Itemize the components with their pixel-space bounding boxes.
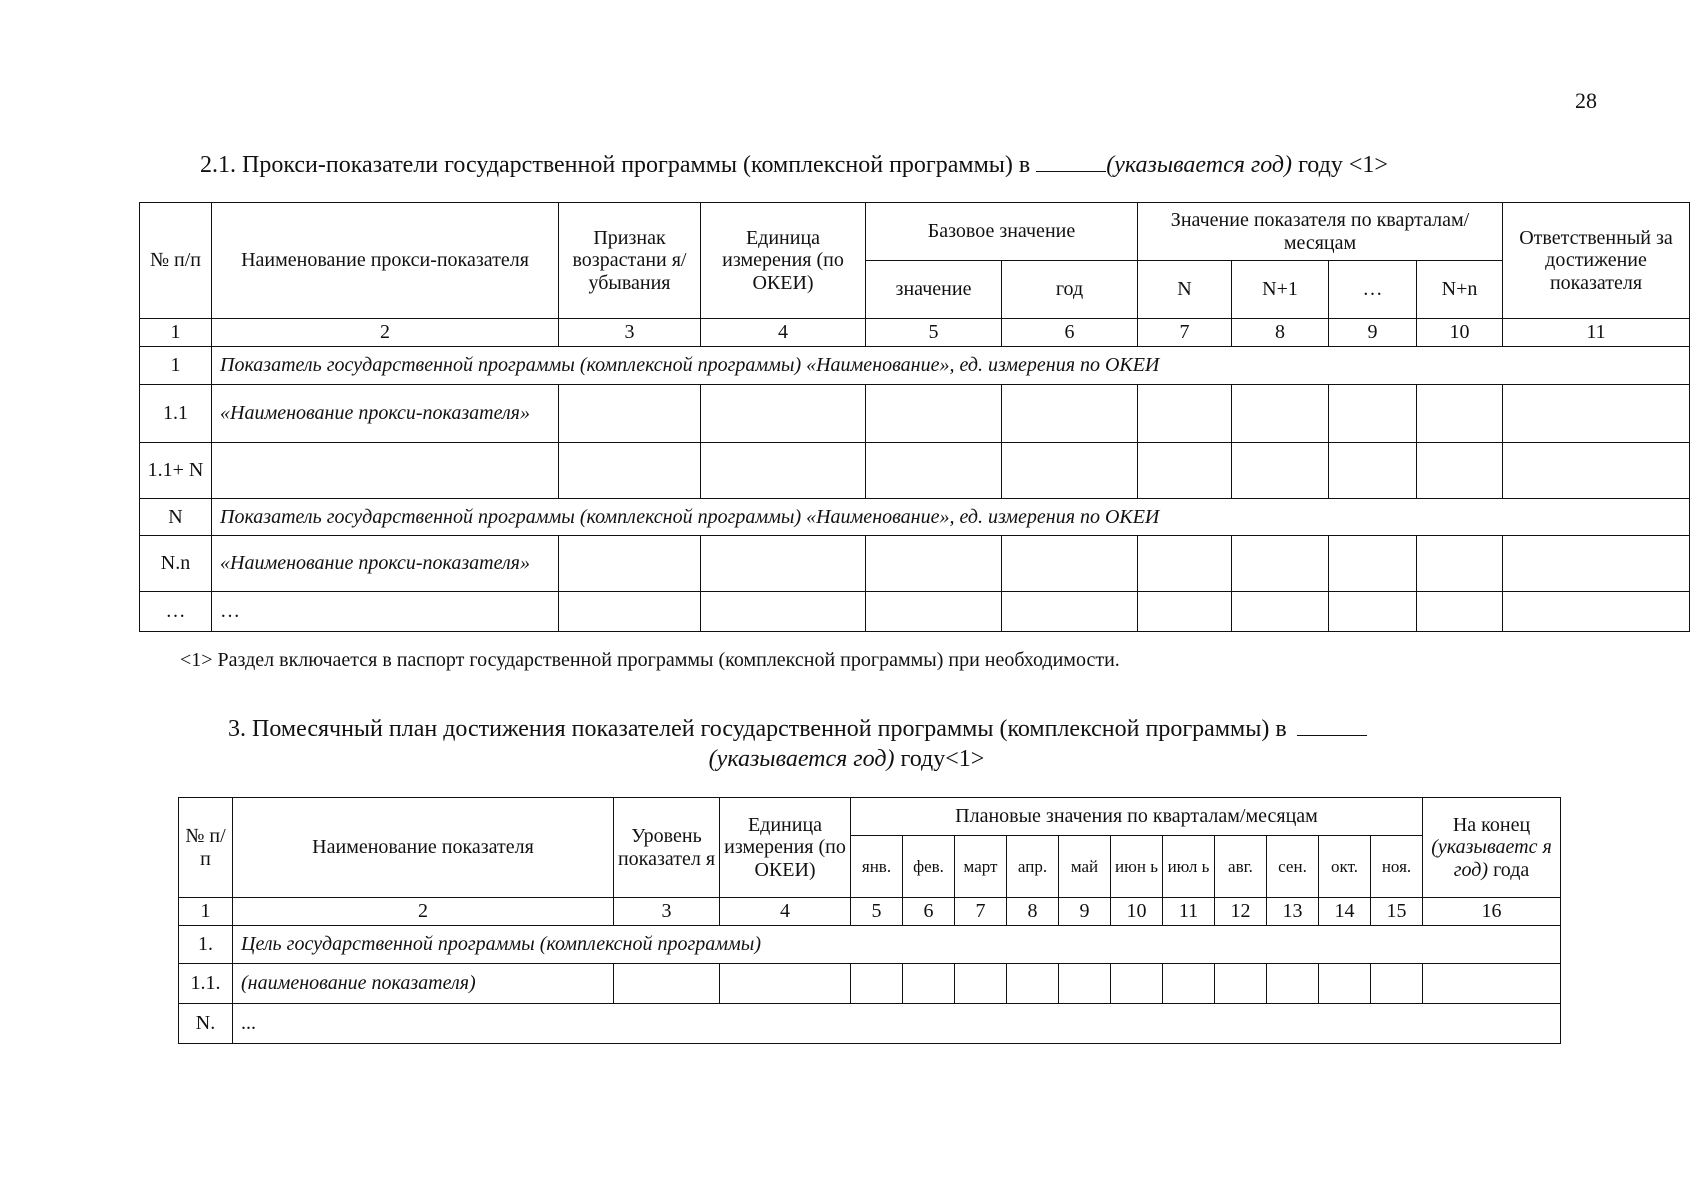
header-month: фев. [903,836,955,898]
year-blank-line [1297,735,1367,736]
col-number: 1 [179,898,233,926]
header-end-year-placeholder: (указываетс я год) [1431,836,1552,881]
header-month: май [1059,836,1111,898]
table-row [140,347,1690,385]
row-number: 1.1 [140,385,212,443]
header-month: ноя. [1371,836,1423,898]
indicator-name-cell: (наименование показателя) [233,964,614,1004]
col-number: 9 [1059,898,1111,926]
header-end-pre: На конец [1452,813,1531,836]
row-number: 1.1. [179,964,233,1004]
row-number: N [140,499,212,536]
header-month: июл ь [1163,836,1215,898]
section-2-1-title-suffix: году <1> [1292,152,1388,178]
row-number: 1. [179,926,233,964]
proxy-name-cell [212,443,559,499]
header-month: янв. [851,836,903,898]
header-month: авг. [1215,836,1267,898]
year-blank-line [1036,171,1106,172]
indicator-name-cell: ... [233,1004,1561,1044]
table-row [140,385,1690,443]
table-row [179,926,1561,964]
col-number: 13 [1267,898,1319,926]
col-number: 5 [851,898,903,926]
col-number: 11 [1163,898,1215,926]
col-number: 7 [955,898,1007,926]
header-base: Базовое значение [866,203,1138,261]
col-number: 9 [1329,319,1417,347]
section-3-title-line2 [0,744,1693,774]
col-number: 6 [903,898,955,926]
col-number: 12 [1215,898,1267,926]
indicator-group-name: Показатель государственной программы (комплексной программы) «Наименование», ед. измерения по ОКЕИ [212,499,1690,536]
monthly-plan-table [178,797,1561,1044]
proxy-name-cell: «Наименование прокси-показателя» [212,536,559,592]
col-number: 2 [233,898,614,926]
section-3-title-suffix: году<1> [894,746,985,772]
header-q-dots: … [1329,261,1417,319]
indicator-group-name: Показатель государственной программы (комплексной программы) «Наименование», ед. измерения по ОКЕИ [212,347,1690,385]
header-plan: Плановые значения по кварталам/месяцам [851,798,1423,836]
table-row [140,536,1690,592]
row-number: 1 [140,347,212,385]
col-number: 10 [1417,319,1503,347]
section-2-1-title [200,150,1388,180]
row-number: … [140,592,212,632]
col-number: 3 [559,319,701,347]
header-indicator-name: Наименование показателя [233,798,614,898]
col-number: 4 [720,898,851,926]
row-number: 1.1+ N [140,443,212,499]
col-number: 15 [1371,898,1423,926]
table-row [140,499,1690,536]
section-3-title-text: 3. Помесячный план достижения показателей государственной программы (комплексной программы) в [228,716,1287,742]
header-base-value: значение [866,261,1002,319]
col-number: 10 [1111,898,1163,926]
col-number: 8 [1007,898,1059,926]
header-responsible: Ответственный за достижение показателя [1503,203,1690,319]
header-month: март [955,836,1007,898]
header-sign: Признак возрастани я/ убывания [559,203,701,319]
header-unit: Единица измерения (по ОКЕИ) [720,798,851,898]
col-number: 1 [140,319,212,347]
col-number: 8 [1232,319,1329,347]
table-row [179,964,1561,1004]
col-number: 3 [614,898,720,926]
header-end-post: года [1488,858,1530,881]
header-month: апр. [1007,836,1059,898]
section-2-1-year-placeholder: (указывается год) [1106,152,1293,178]
header-num: № п/п [179,798,233,898]
proxy-indicators-table [139,202,1690,632]
header-end-of-year [1423,798,1561,898]
page-number: 28 [1575,88,1597,113]
col-number: 2 [212,319,559,347]
col-number: 16 [1423,898,1561,926]
col-number: 4 [701,319,866,347]
col-number: 6 [1002,319,1138,347]
header-q-n1: N+1 [1232,261,1329,319]
header-proxy-name: Наименование прокси-показателя [212,203,559,319]
header-q-n: N [1138,261,1232,319]
row-number: N. [179,1004,233,1044]
header-quarters: Значение показателя по кварталам/месяцам [1138,203,1503,261]
table-row [179,1004,1561,1044]
section-2-1-title-text: 2.1. Прокси-показатели государственной программы (комплексной программы) в [200,152,1031,178]
header-level: Уровень показател я [614,798,720,898]
col-number: 5 [866,319,1002,347]
proxy-name-cell: «Наименование прокси-показателя» [212,385,559,443]
table-row [140,592,1690,632]
header-month: окт. [1319,836,1371,898]
header-base-year: год [1002,261,1138,319]
col-number: 7 [1138,319,1232,347]
col-number: 14 [1319,898,1371,926]
table-row [140,443,1690,499]
row-number: N.n [140,536,212,592]
col-number: 11 [1503,319,1690,347]
header-month: июн ь [1111,836,1163,898]
header-unit: Единица измерения (по ОКЕИ) [701,203,866,319]
header-q-nn: N+n [1417,261,1503,319]
goal-name: Цель государственной программы (комплексной программы) [233,926,1561,964]
section-3-title [228,714,1367,744]
header-num: № п/п [140,203,212,319]
header-month: сен. [1267,836,1319,898]
proxy-name-cell: … [212,592,559,632]
section-3-year-placeholder: (указывается год) [708,746,895,772]
footnote: <1> Раздел включается в паспорт государственной программы (комплексной программы) при необходимости. [180,649,1120,671]
